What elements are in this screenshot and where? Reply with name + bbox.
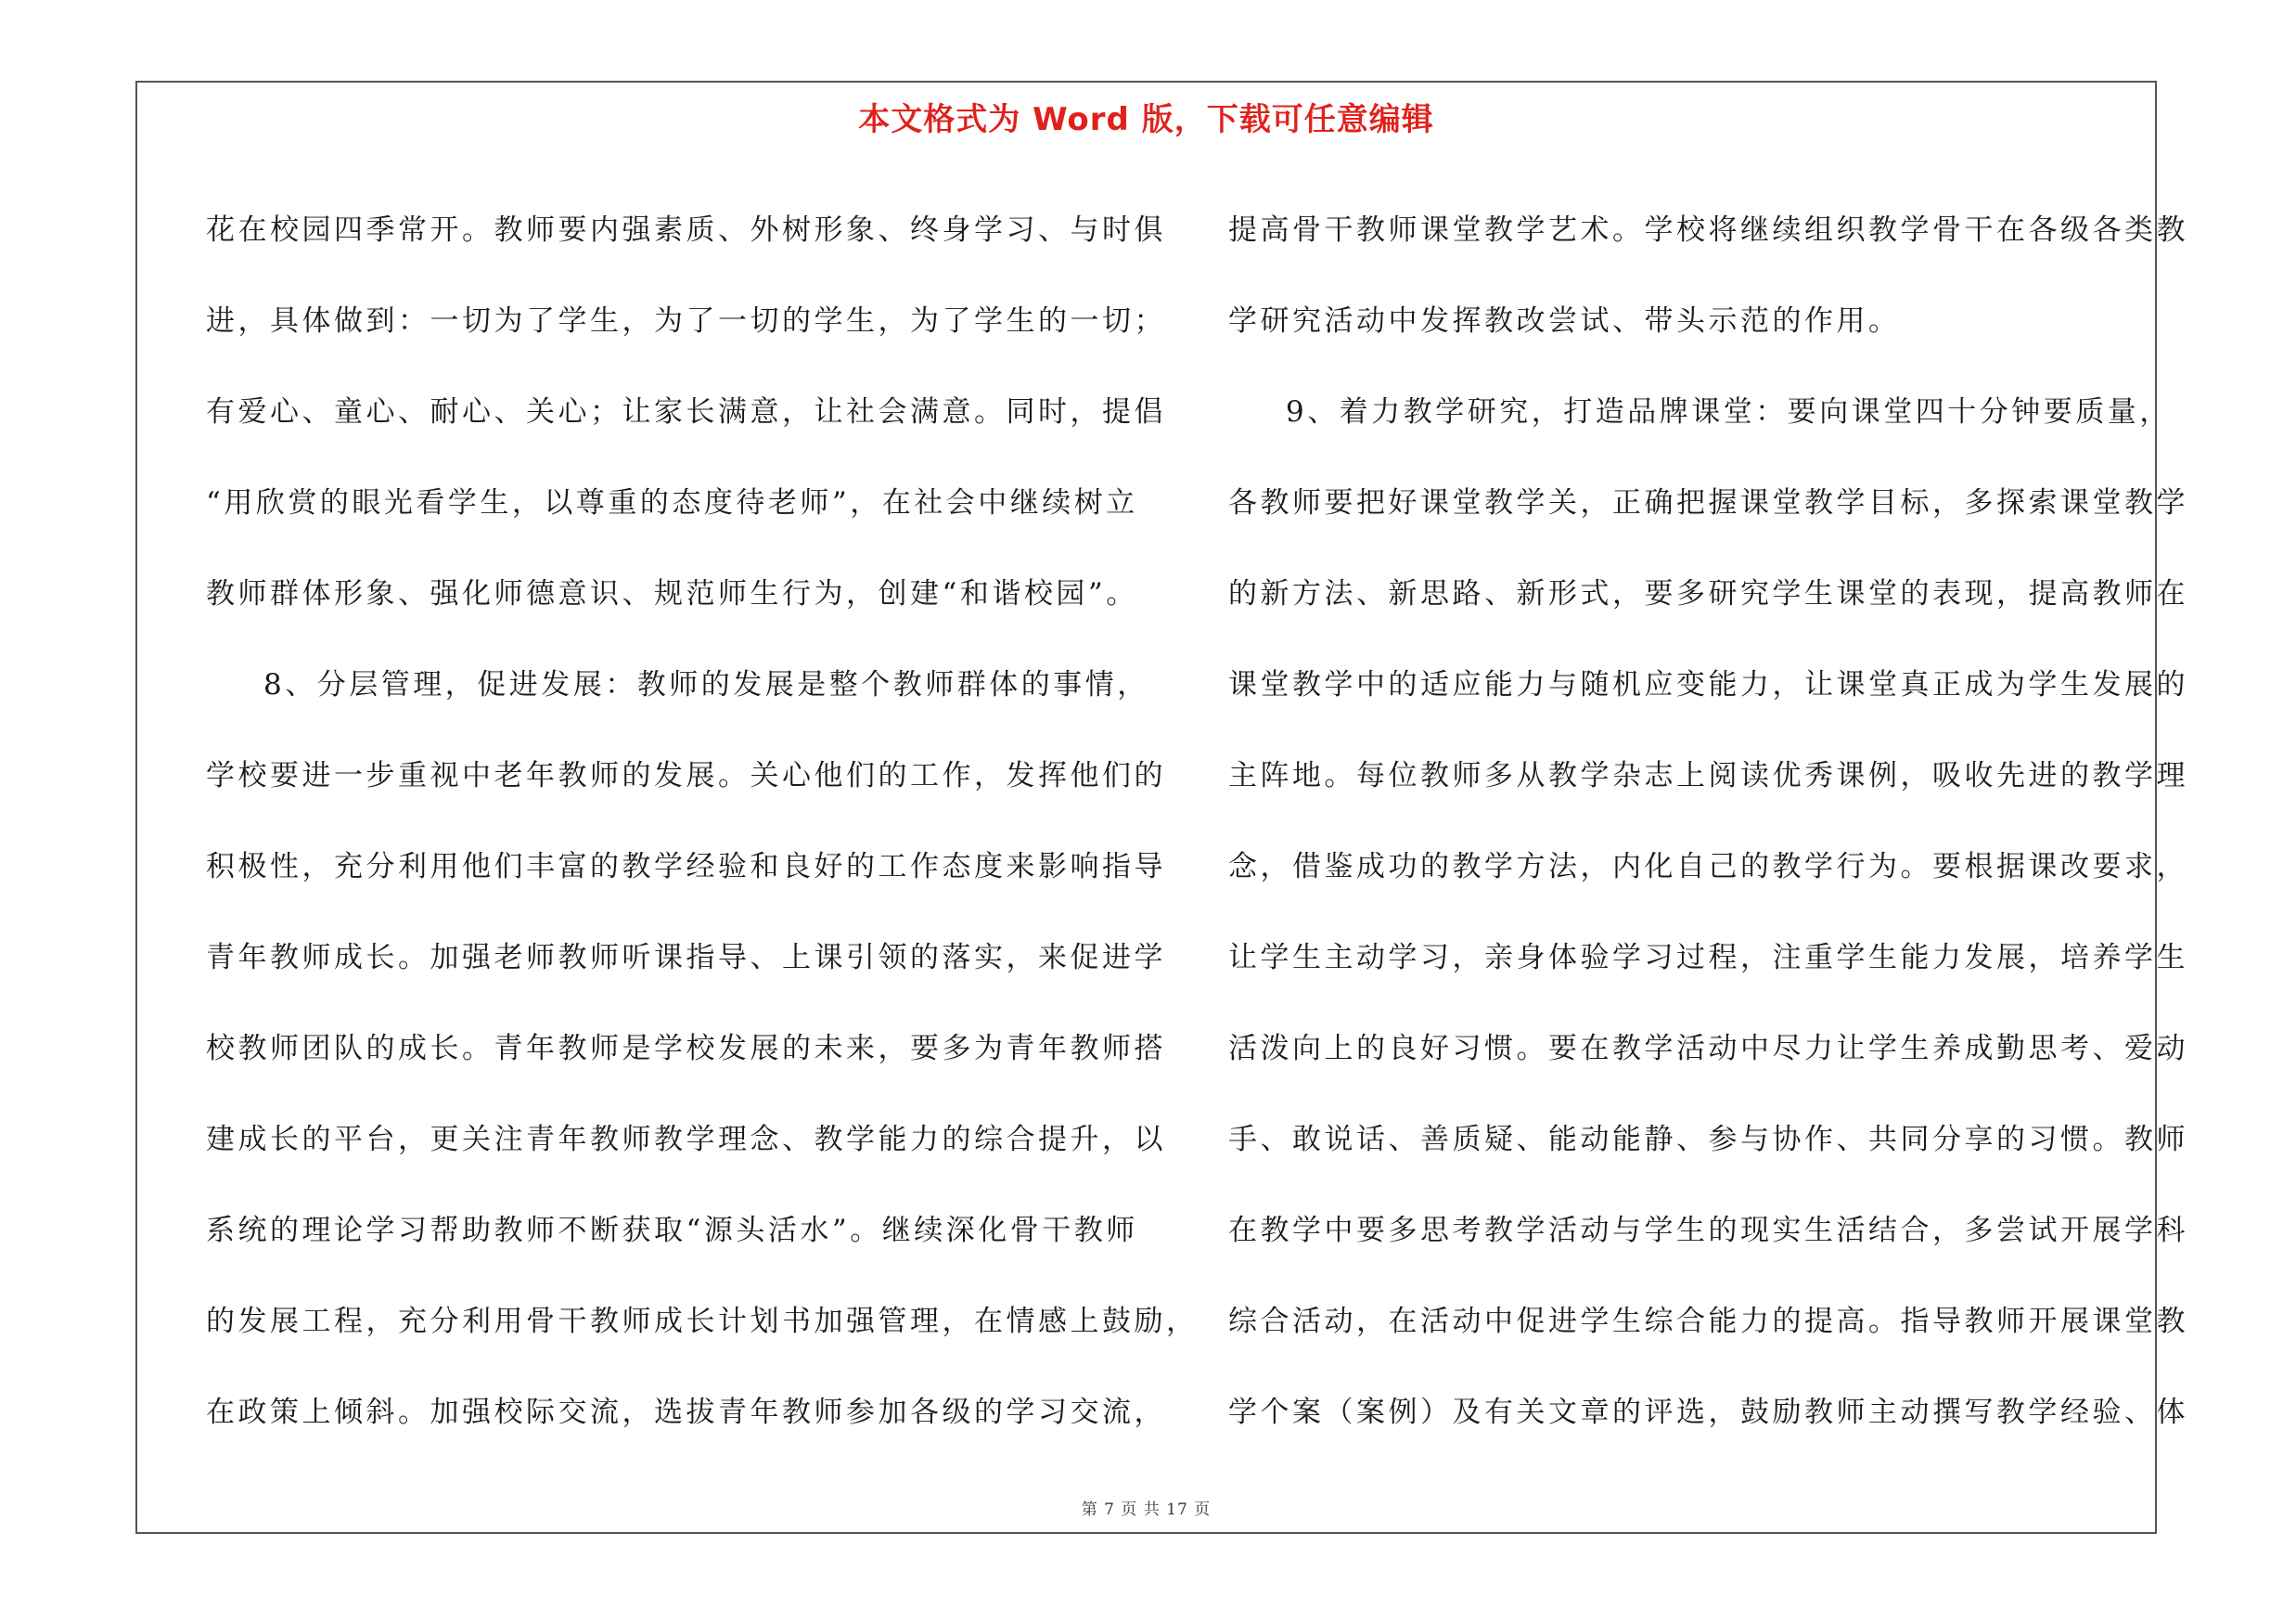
text-line: 学研究活动中发挥教改尝试、带头示范的作用。 (1228, 304, 1901, 338)
page-frame (135, 81, 2188, 1534)
text-line: 有爱心、童心、耐心、关心；让家长满意，让社会满意。同时，提倡 (206, 395, 1166, 429)
page-number: 第 7 页 共 17 页 (1081, 1501, 1212, 1519)
text-line: 的新方法、新思路、新形式，要多研究学生课堂的表现，提高教师在 (1228, 577, 2188, 611)
text-line: 课堂教学中的适应能力与随机应变能力，让课堂真正成为学生发展的 (1228, 668, 2188, 702)
text-line: 学个案（案例）及有关文章的评选，鼓励教师主动撰写教学经验、体 (1228, 1396, 2188, 1429)
text-line: 青年教师成长。加强老师教师听课指导、上课引领的落实，来促进学 (206, 941, 1166, 974)
paragraph-start-line: 8、分层管理，促进发展：教师的发展是整个教师群体的事情， (263, 668, 1149, 702)
text-line: 教师群体形象、强化师德意识、规范师生行为，创建“和谐校园”。 (206, 577, 1138, 611)
text-line: 念，借鉴成功的教学方法，内化自己的教学行为。要根据课改要求， (1228, 850, 2188, 883)
text-line: 提高骨干教师课堂教学艺术。学校将继续组织教学骨干在各级各类教 (1228, 213, 2188, 247)
text-line: 学校要进一步重视中老年教师的发展。关心他们的工作，发挥他们的 (206, 759, 1166, 792)
text-line: 让学生主动学习，亲身体验学习过程，注重学生能力发展，培养学生 (1228, 941, 2188, 974)
text-line: 在政策上倾斜。加强校际交流，选拔青年教师参加各级的学习交流， (206, 1396, 1166, 1429)
text-line: 综合活动，在活动中促进学生综合能力的提高。指导教师开展课堂教 (1228, 1305, 2188, 1338)
paragraph-start-line: 9、着力教学研究，打造品牌课堂：要向课堂四十分钟要质量， (1286, 395, 2172, 429)
text-line: 各教师要把好课堂教学关，正确把握课堂教学目标，多探索课堂教学 (1228, 486, 2188, 520)
text-line: 主阵地。每位教师多从教学杂志上阅读优秀课例，吸收先进的教学理 (1228, 759, 2188, 792)
left-text-column (206, 185, 1199, 1458)
text-line: 的发展工程，充分利用骨干教师成长计划书加强管理，在情感上鼓励， (206, 1305, 1199, 1338)
text-line: 校教师团队的成长。青年教师是学校发展的未来，要多为青年教师搭 (206, 1032, 1166, 1065)
right-text-column (1228, 185, 2188, 1458)
text-line: 进，具体做到：一切为了学生，为了一切的学生，为了学生的一切； (206, 304, 1166, 338)
text-line: 积极性，充分利用他们丰富的教学经验和良好的工作态度来影响指导 (206, 850, 1166, 883)
text-line: 花在校园四季常开。教师要内强素质、外树形象、终身学习、与时俱 (206, 213, 1166, 247)
text-line: 建成长的平台，更关注青年教师教学理念、教学能力的综合提升，以 (206, 1123, 1166, 1156)
text-line: 活泼向上的良好习惯。要在教学活动中尽力让学生养成勤思考、爱动 (1228, 1032, 2188, 1065)
text-line: 在教学中要多思考教学活动与学生的现实生活结合，多尝试开展学科 (1228, 1214, 2188, 1247)
text-line: 手、敢说话、善质疑、能动能静、参与协作、共同分享的习惯。教师 (1228, 1123, 2188, 1156)
format-notice-banner: 本文格式为 Word 版，下载可任意编辑 (858, 101, 1434, 138)
text-line: “用欣赏的眼光看学生，以尊重的态度待老师”，在社会中继续树立 (206, 486, 1138, 520)
text-line: 系统的理论学习帮助教师不断获取“源头活水”。继续深化骨干教师 (206, 1214, 1138, 1247)
